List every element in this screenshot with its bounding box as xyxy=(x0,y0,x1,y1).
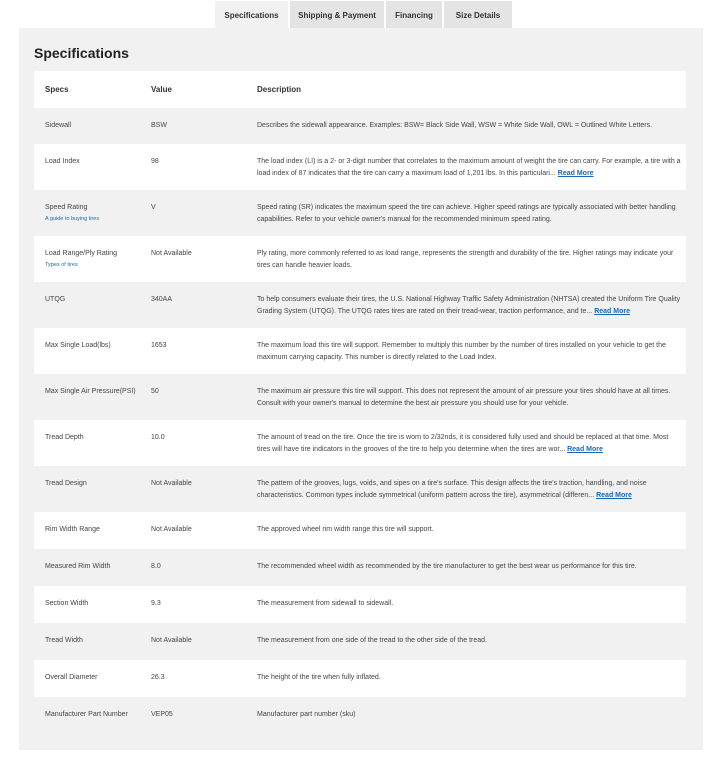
table-row xyxy=(34,512,686,549)
spec-name: Section Width xyxy=(45,600,89,607)
table-row xyxy=(34,190,686,236)
spec-name: Tread Width xyxy=(45,637,83,644)
tab-financing[interactable]: Financing xyxy=(386,1,442,29)
spec-value: Not Available xyxy=(151,637,192,644)
description-text: The pattern of the grooves, lugs, voids, and sipes on a tire's surface. This design affects the tire's traction, handling, and noise characteristics. Common types include symmetrical (uniform pattern across the tire), asymmetrical (differen... xyxy=(257,480,647,499)
spec-description: The height of the tire when fully inflated. xyxy=(257,674,381,681)
spec-value: VEP05 xyxy=(151,711,173,718)
spec-description: Manufacturer part number (sku) xyxy=(257,711,356,718)
table-row xyxy=(34,236,686,282)
spec-value: Not Available xyxy=(151,526,192,533)
spec-name xyxy=(45,248,149,269)
table-row xyxy=(34,660,686,697)
spec-label: Speed Rating xyxy=(45,204,88,211)
spec-value: 10.0 xyxy=(151,434,165,441)
read-more-link[interactable]: Read More xyxy=(596,491,632,499)
spec-name: Load Index xyxy=(45,158,80,165)
spec-value: 9.3 xyxy=(151,600,161,607)
spec-description: Speed rating (SR) indicates the maximum speed the tire can achieve. Higher speed ratings are typically associated with better handling capabilities. Refer to your vehicle owner's manual for the recommended minimum speed rating. xyxy=(257,204,676,223)
spec-name: Overall Diameter xyxy=(45,674,98,681)
tab-bar xyxy=(215,1,512,29)
read-more-link[interactable]: Read More xyxy=(594,307,630,315)
spec-description: The approved wheel rim width range this tire will support. xyxy=(257,526,434,533)
spec-value: 1653 xyxy=(151,342,167,349)
spec-name: Tread Depth xyxy=(45,434,84,441)
spec-value: 26.3 xyxy=(151,674,165,681)
spec-name: UTQG xyxy=(45,296,66,303)
table-row xyxy=(34,697,686,734)
specifications-panel xyxy=(19,28,703,750)
table-row xyxy=(34,420,686,466)
buying-guide-link[interactable]: A guide to buying tires xyxy=(45,215,100,222)
table-row xyxy=(34,623,686,660)
spec-name: Max Single Load(lbs) xyxy=(45,342,111,349)
description-text: The load index (LI) is a 2- or 3-digit number that correlates to the maximum amount of weight the tire can carry. For example, a tire with a load index of 87 indicates that the tire can carry a maximum load of 1,201 lbs. In this particulari... xyxy=(257,158,681,177)
read-more-link[interactable]: Read More xyxy=(557,169,594,177)
description-text: To help consumers evaluate their tires, the U.S. National Highway Traffic Safety Administration (NHTSA) created the Uniform Tire Quality Grading System (UTQG). The UTQG rates tires are rated on their tread-wear, traction performance, and te... xyxy=(257,296,681,315)
spec-name: Max Single Air Pressure(PSI) xyxy=(45,388,136,395)
spec-name: Sidewall xyxy=(45,122,72,129)
table-row xyxy=(34,549,686,586)
spec-name: Measured Rim Width xyxy=(45,563,111,570)
spec-name: Rim Width Range xyxy=(45,526,100,533)
spec-description: The measurement from one side of the tread to the other side of the tread. xyxy=(257,637,487,644)
spec-value: BSW xyxy=(151,122,167,129)
spec-value: 98 xyxy=(151,158,159,165)
table-row xyxy=(34,374,686,420)
table-row xyxy=(34,108,686,144)
spec-description xyxy=(257,156,682,179)
table-row xyxy=(34,466,686,512)
column-header-description: Description xyxy=(257,85,302,94)
panel-title: Specifications xyxy=(34,45,129,61)
table-header-row xyxy=(34,71,686,108)
description-text: The amount of tread on the tire. Once the tire is worn to 2/32nds, it is considered fully used and should be replaced at that time. Most tires will have tire indicators in the grooves of the tire to help you determine when the tires are wor... xyxy=(257,434,669,453)
spec-value: 340AA xyxy=(151,296,173,303)
spec-value: 50 xyxy=(151,388,159,395)
tab-shipping-payment[interactable]: Shipping & Payment xyxy=(290,1,384,29)
spec-value: V xyxy=(151,204,156,211)
column-header-specs: Specs xyxy=(45,85,69,94)
spec-name: Tread Design xyxy=(45,480,87,487)
spec-description: The measurement from sidewall to sidewall. xyxy=(257,600,394,607)
spec-name xyxy=(45,202,149,223)
spec-description: The maximum load this tire will support. Remember to multiply this number by the number of tires installed on your vehicle to get the maximum carrying capacity. This number is directly related to the Load Index. xyxy=(257,342,666,361)
table-row xyxy=(34,144,686,190)
spec-description: The maximum air pressure this tire will support. This does not represent the amount of air pressure your tires should have at all times. Consult with your owner's manual to determine the best air pressure you should use for your vehicle. xyxy=(257,388,671,407)
tab-size-details[interactable]: Size Details xyxy=(444,1,512,29)
spec-description: Ply rating, more commonly referred to as load range, represents the strength and durability of the tire. Higher ratings may indicate your tires can handle heavier loads. xyxy=(257,250,674,269)
spec-description: The recommended wheel width as recommended by the tire manufacturer to get the best wear us performance for this tire. xyxy=(257,563,637,570)
column-header-value: Value xyxy=(151,85,172,94)
table-row xyxy=(34,328,686,374)
spec-value: Not Available xyxy=(151,250,192,257)
tire-types-link[interactable]: Types of tires xyxy=(45,261,78,268)
spec-value: Not Available xyxy=(151,480,192,487)
read-more-link[interactable]: Read More xyxy=(567,445,603,453)
spec-name: Manufacturer Part Number xyxy=(45,711,128,718)
spec-description: Describes the sidewall appearance. Examples: BSW= Black Side Wall, WSW = White Side Wall, OWL = Outlined White Letters. xyxy=(257,122,653,129)
table-row xyxy=(34,586,686,623)
spec-description xyxy=(257,478,682,501)
specifications-table xyxy=(34,71,686,734)
spec-value: 8.0 xyxy=(151,563,161,570)
spec-description xyxy=(257,432,682,455)
tab-specifications[interactable]: Specifications xyxy=(215,1,288,29)
spec-label: Load Range/Ply Rating xyxy=(45,250,117,257)
spec-description xyxy=(257,294,682,317)
table-row xyxy=(34,282,686,328)
